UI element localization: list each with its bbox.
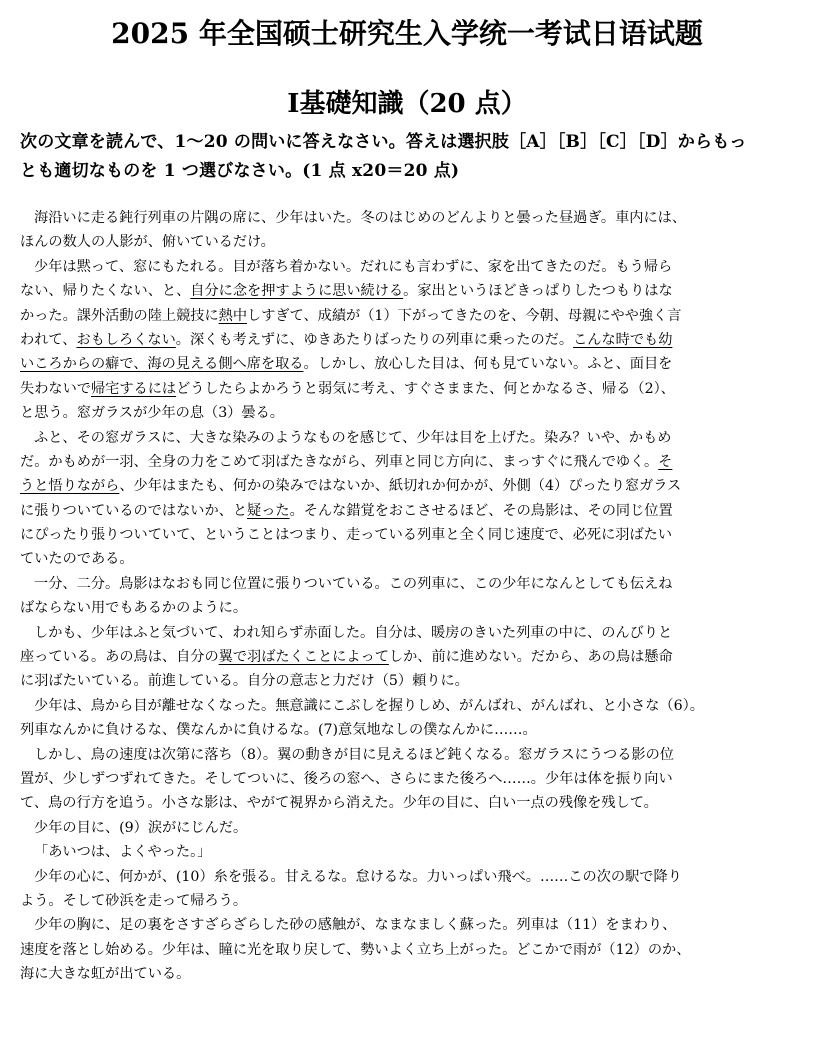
- passage-line: [20, 767, 800, 791]
- passage-text: 列車なんかに負けるな、僕なんかに負けるな。(7)意気地なしの僕なんかに……。: [20, 722, 537, 739]
- passage-line: [20, 547, 800, 571]
- instructions-line: 次の文章を読んで、1～20 の問いに答えなさい。答えは選択肢［A］［B］［C］［D］からもっ: [20, 132, 747, 152]
- passage-text: 一分、二分。鳥影はなおも同じ位置に張りついている。この列車に、この少年になんとしても伝えね: [34, 575, 673, 592]
- passage-line: [20, 816, 800, 840]
- passage-line: [20, 791, 800, 815]
- passage-line: [20, 889, 800, 913]
- passage-text: て、鳥の行方を追う。小さな影は、やがて視界から消えた。少年の目に、白い一点の残像を残して。: [20, 795, 658, 812]
- passage-line: [20, 621, 800, 645]
- instructions-line: とも適切なものを 1 つ選びなさい。(1 点 x20＝20 点): [20, 161, 460, 181]
- section-heading: Ⅰ基礎知識（20 点）: [287, 89, 527, 119]
- passage-text: 。そんな錯覚をおこさせるほど、その鳥影は、その同じ位置: [289, 502, 673, 519]
- passage-line: [20, 499, 800, 523]
- passage-text: に張りついているのではないか、と: [20, 502, 248, 519]
- instructions: [20, 128, 800, 186]
- passage-line: [20, 377, 800, 401]
- passage-text: ばならない用でもあるかのように。: [20, 600, 248, 617]
- passage-text: 「あいつは、よくやった。」: [34, 844, 212, 861]
- passage-text: 少年の心に、何かが、(10）糸を張る。甘えるな。怠けるな。力いっぱい飛べ。……この次の駅で降り: [34, 868, 682, 885]
- passage-line: [20, 328, 800, 352]
- passage-text: と思う。窓ガラスが少年の息（3）曇る。: [20, 405, 284, 422]
- passage-text: 少年は黙って、窓にもたれる。目が落ち着かない。だれにも言わずに、家を出てきたのだ。もう帰ら: [34, 258, 673, 275]
- passage-line: [20, 743, 800, 767]
- passage-text: どうしたらよかろうと弱気に考え、すぐさままた、何とかなるさ、帰る（2）、: [176, 380, 675, 397]
- passage-line: [20, 304, 800, 328]
- passage-text: だ。かもめが一羽、全身の力をこめて羽ばたきながら、列車と同じ方向に、まっすぐに飛んでゆく。: [20, 453, 659, 470]
- underlined-phrase: 熱中: [218, 307, 248, 324]
- passage-line: [20, 694, 800, 718]
- passage-text: ない、帰りたくない、と、: [20, 283, 191, 300]
- passage-text: ていたのである。: [20, 551, 134, 568]
- passage-text: 失わないで: [20, 380, 91, 397]
- passage-line: [20, 718, 800, 742]
- underlined-phrase: 翼で羽ばたくことによって: [218, 649, 389, 666]
- reading-passage: [20, 206, 800, 987]
- passage-text: しかし、鳥の速度は次第に落ち（8）。翼の動きが目に見えるほど鈍くなる。窓ガラスにうつる影の位: [34, 746, 674, 763]
- passage-line: [20, 572, 800, 596]
- underlined-phrase: こんな時でも幼: [573, 331, 673, 348]
- passage-text: 座っている。あの鳥は、自分の: [20, 649, 219, 666]
- passage-line: [20, 206, 800, 230]
- underlined-phrase: 自分に念を押すように思い続ける: [190, 283, 404, 300]
- passage-line: [20, 645, 800, 669]
- passage-line: [20, 352, 800, 376]
- passage-line: [20, 938, 800, 962]
- passage-line: [20, 669, 800, 693]
- passage-line: [20, 962, 800, 986]
- document-title: 2025 年全国硕士研究生入学统一考试日语试题: [111, 17, 703, 50]
- passage-line: [20, 913, 800, 937]
- passage-line: [20, 279, 800, 303]
- passage-line: [20, 426, 800, 450]
- passage-text: よう。そして砂浜を走って帰ろう。: [20, 892, 248, 909]
- underlined-phrase: 帰宅するには: [90, 380, 177, 397]
- passage-line: [20, 255, 800, 279]
- passage-text: ほんの数人の人影が、俯いているだけ。: [20, 234, 275, 251]
- passage-line: [20, 401, 800, 425]
- passage-text: 少年の目に、(9）涙がにじんだ。: [34, 819, 248, 836]
- passage-text: 速度を落とし始める。少年は、瞳に光を取り戻して、勢いよく立ち上がった。どこかで雨が（12）のか、: [20, 941, 691, 958]
- passage-text: にぴったり張りついていて、ということはつまり、走っている列車と全く同じ速度で、必死に羽ばたい: [20, 527, 673, 544]
- passage-text: 置が、少しずつずれてきた。そしてついに、後ろの窓へ、さらにまた後ろへ……。少年は体を振り向い: [20, 770, 673, 787]
- passage-text: 。家出というほどきっぱりしたつもりはな: [403, 283, 673, 300]
- passage-line: [20, 840, 800, 864]
- passage-text: 海沿いに走る鈍行列車の片隅の席に、少年はいた。冬のはじめのどんよりと曇った昼過ぎ。車内には、: [34, 210, 687, 226]
- passage-text: 、少年はまたも、何かの染みではないか、紙切れか何かが、外側（4）ぴったり窓ガラス: [119, 478, 682, 495]
- underlined-phrase: うと悟りながら: [20, 478, 120, 495]
- passage-line: [20, 230, 800, 254]
- passage-text: われて、: [20, 331, 77, 348]
- passage-text: 。しかし、放心した目は、何も見ていない。ふと、面目を: [303, 356, 673, 373]
- passage-line: [20, 450, 800, 474]
- passage-text: 海に大きな虹が出ている。: [20, 966, 191, 983]
- passage-text: しかも、少年はふと気づいて、われ知らず赤面した。自分は、暖房のきいた列車の中に、のんびりと: [34, 624, 673, 641]
- passage-line: [20, 523, 800, 547]
- passage-text: ふと、その窓ガラスに、大きな染みのようなものを感じて、少年は目を上げた。染み？いや、かもめ: [34, 429, 672, 446]
- passage-text: 。深くも考えずに、ゆきあたりばったりの列車に乗ったのだ。: [175, 331, 574, 348]
- passage-text: 少年の胸に、足の裏をさすざらざらした砂の感触が、なまなましく蘇った。列車は（11）をまわり、: [34, 917, 677, 934]
- passage-line: [20, 865, 800, 889]
- passage-text: しか、前に進めない。だから、あの鳥は懸命: [388, 649, 673, 666]
- passage-text: 少年は、鳥から目が離せなくなった。無意識にこぶしを握りしめ、がんばれ、がんばれ、と小さな（6）。: [34, 697, 704, 714]
- passage-line: [20, 474, 800, 498]
- passage-line: [20, 596, 800, 620]
- passage-text: しすぎて、成績が（1）下がってきたのを、今朝、母親にやや強く言: [247, 307, 682, 324]
- underlined-phrase: おもしろくない: [76, 331, 176, 348]
- passage-text: かった。課外活動の陸上競技に: [20, 307, 219, 324]
- underlined-phrase: そ: [658, 453, 673, 470]
- underlined-phrase: いころからの癖で、海の見える側へ席を取る: [20, 356, 304, 373]
- underlined-phrase: 疑った: [247, 502, 290, 519]
- passage-text: に羽ばたいている。前進している。自分の意志と力だけ（5）頼りに。: [20, 673, 469, 690]
